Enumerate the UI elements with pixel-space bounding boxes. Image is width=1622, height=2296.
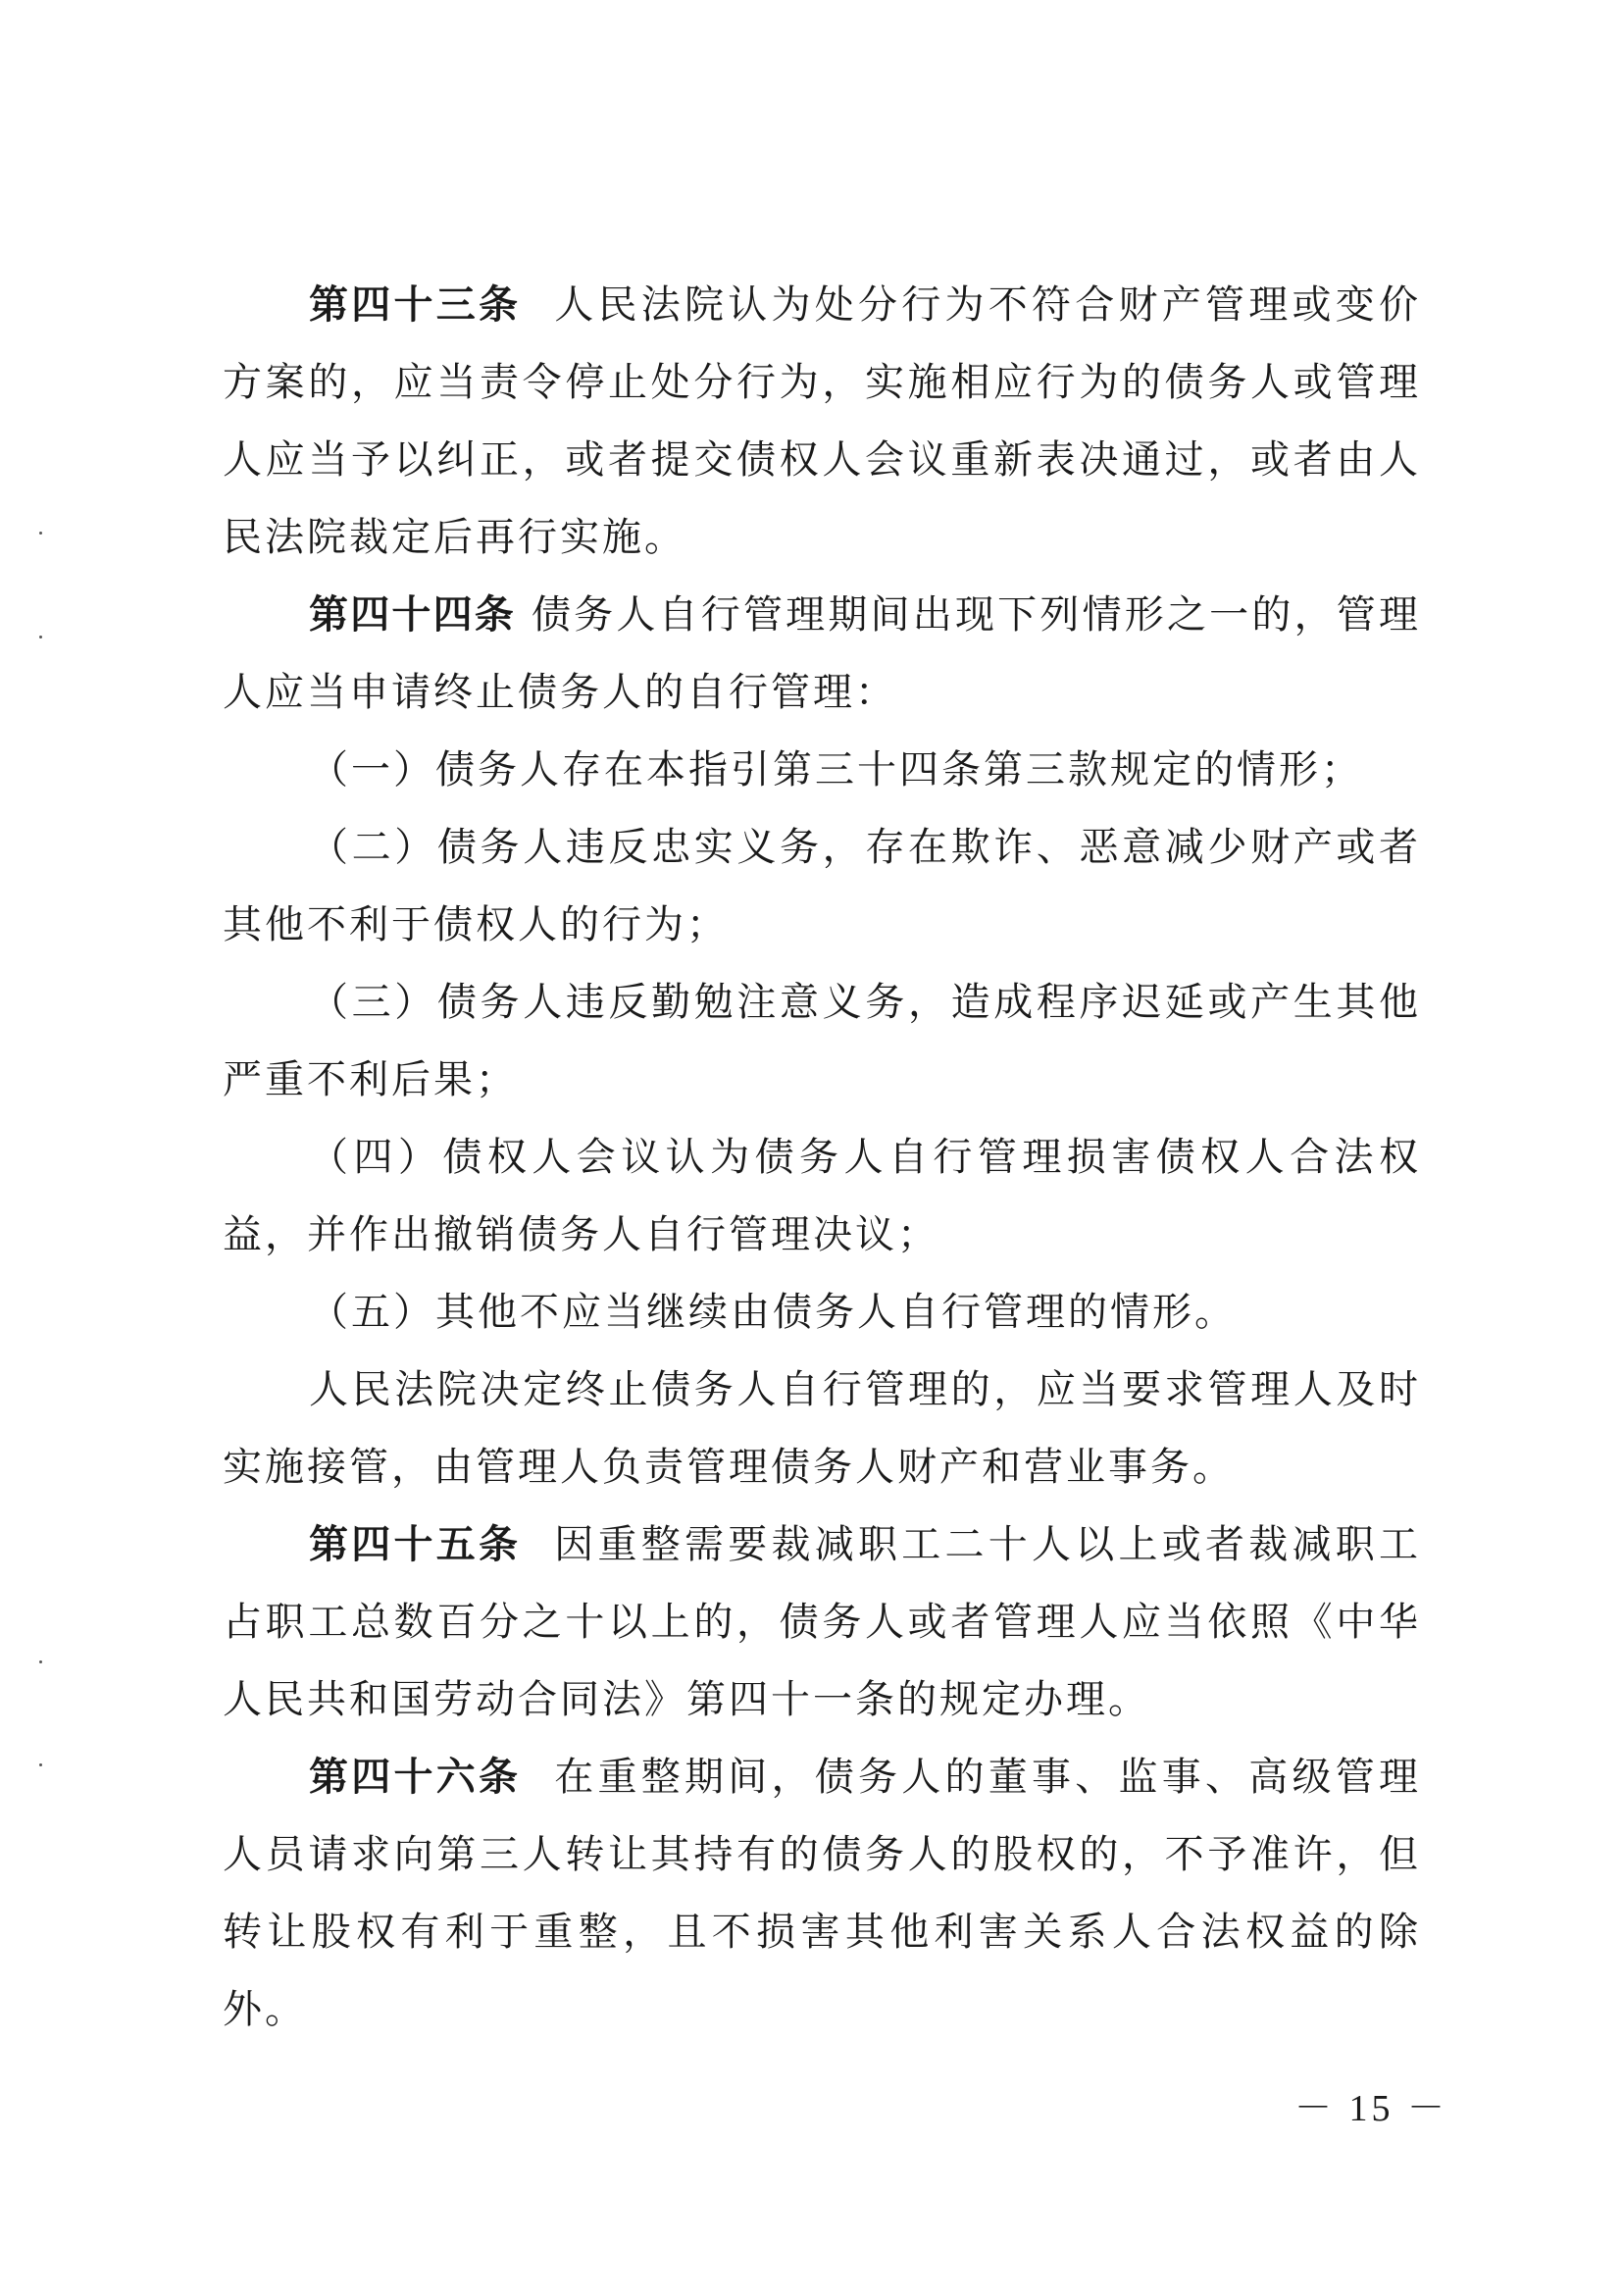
article-43-label: 第四十三条 <box>309 282 522 328</box>
article-44-item: （五）其他不应当继续由债务人自行管理的情形。 <box>309 1290 1237 1335</box>
article-45-paragraph <box>223 1506 1421 1739</box>
body-text <box>223 267 1421 2049</box>
article-43-paragraph <box>223 267 1421 577</box>
article-45-text: 因重整需要裁减职工二十人以上或者裁减职工占职工总数百分之十以上的，债务人或者管理人应当依照《中华人民共和国劳动合同法》第四十一条的规定办理。 <box>223 1522 1421 1722</box>
scan-mark <box>39 636 42 638</box>
article-44-item: （二）债务人违反忠实义务，存在欺诈、恶意减少财产或者其他不利于债权人的行为； <box>223 825 1421 947</box>
article-43-text: 人民法院认为处分行为不符合财产管理或变价方案的，应当责令停止处分行为，实施相应行为的债务人或管理人应当予以纠正，或者提交债权人会议重新表决通过，或者由人民法院裁定后再行实施。 <box>223 282 1421 560</box>
article-44-closing: 人民法院决定终止债务人自行管理的，应当要求管理人及时实施接管，由管理人负责管理债务人财产和营业事务。 <box>223 1367 1421 1490</box>
article-44-item: （一）债务人存在本指引第三十四条第三款规定的情形； <box>309 747 1363 792</box>
article-46-label: 第四十六条 <box>309 1755 522 1800</box>
article-45-label: 第四十五条 <box>309 1522 522 1567</box>
article-46-text: 在重整期间，债务人的董事、监事、高级管理人员请求向第三人转让其持有的债务人的股权的，不予准许，但转让股权有利于重整，且不损害其他利害关系人合法权益的除外。 <box>223 1755 1421 2032</box>
scan-mark <box>39 1763 42 1766</box>
scan-mark <box>39 532 42 535</box>
article-44-paragraph <box>223 577 1421 732</box>
article-44-intro: 债务人自行管理期间出现下列情形之一的，管理人应当申请终止债务人的自行管理： <box>223 592 1421 715</box>
page-number: － 15 － <box>1294 2088 1449 2129</box>
article-44-item: （四）债权人会议认为债务人自行管理损害债权人合法权益，并作出撤销债务人自行管理决议； <box>223 1135 1421 1257</box>
article-44-item: （三）债务人违反勤勉注意义务，造成程序迟延或产生其他严重不利后果； <box>223 980 1421 1102</box>
article-46-paragraph <box>223 1739 1421 2049</box>
article-44-label: 第四十四条 <box>309 592 517 638</box>
scan-mark <box>39 1660 42 1663</box>
